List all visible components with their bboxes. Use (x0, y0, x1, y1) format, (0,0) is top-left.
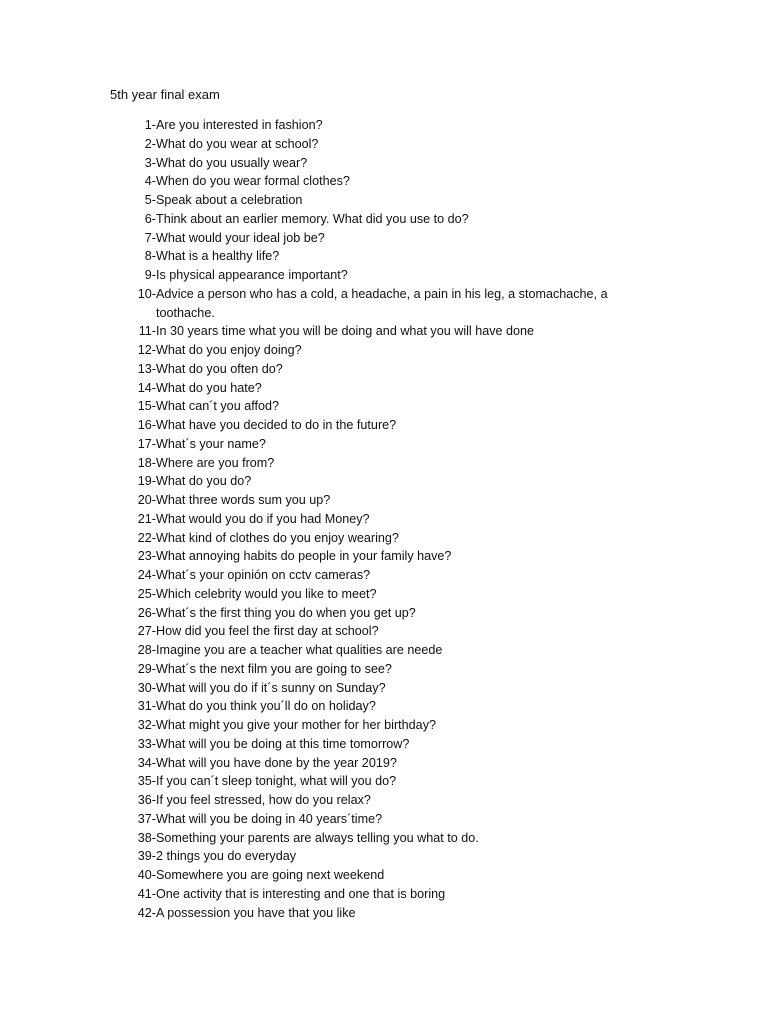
question-number: 12- (137, 343, 156, 357)
question-number: 14- (137, 380, 156, 395)
question-text: What can´t you affod? (156, 399, 279, 414)
question-number: 16- (137, 418, 156, 432)
question-number: 6- (144, 211, 156, 226)
question-text: What´s the first thing you do when you get up? (156, 605, 416, 620)
question-number: 22- (137, 530, 156, 545)
question-text: What might you give your mother for her birthday? (156, 718, 436, 732)
question-text: What will you have done by the year 2019? (156, 755, 397, 770)
question-text: What do you hate? (156, 380, 262, 395)
question-item (110, 379, 630, 398)
question-item (110, 266, 630, 285)
question-number: 36- (137, 793, 156, 807)
question-item (110, 529, 630, 548)
question-number: 25- (137, 586, 156, 601)
question-item (110, 679, 630, 698)
question-item (110, 435, 630, 454)
question-number: 39- (137, 849, 156, 864)
question-item (110, 697, 630, 716)
question-text: If you feel stressed, how do you relax? (156, 793, 371, 807)
question-item (110, 754, 630, 773)
question-item (110, 229, 630, 248)
question-text: 2 things you do everyday (156, 849, 297, 864)
question-item (110, 510, 630, 529)
question-number: 5- (144, 193, 156, 207)
question-item (110, 829, 630, 848)
question-text: Are you interested in fashion? (156, 118, 323, 132)
question-text: Think about an earlier memory. What did you use to do? (156, 211, 469, 226)
question-number: 31- (137, 699, 156, 714)
question-number: 9- (144, 268, 156, 282)
question-item (110, 116, 630, 135)
question-number: 28- (137, 643, 156, 657)
question-text: What have you decided to do in the future? (156, 418, 397, 432)
question-text: What is a healthy life? (156, 249, 280, 264)
question-number: 13- (137, 361, 156, 376)
question-item (110, 735, 630, 754)
question-item (110, 454, 630, 473)
question-item (110, 885, 630, 904)
question-number: 23- (137, 549, 156, 564)
question-text: What´s the next film you are going to see? (156, 661, 392, 676)
question-item (110, 341, 630, 360)
question-item (110, 847, 630, 866)
question-text: One activity that is interesting and one that is boring (156, 886, 446, 901)
question-item (110, 416, 630, 435)
question-text: What will you do if it´s sunny on Sunday? (156, 680, 386, 695)
question-text: Imagine you are a teacher what qualities are neede (156, 643, 443, 657)
question-number: 29- (137, 661, 156, 676)
question-number: 2- (144, 136, 156, 151)
question-text: If you can´t sleep tonight, what will you do? (156, 774, 397, 789)
question-number: 37- (137, 811, 156, 826)
question-item (110, 547, 630, 566)
question-text: When do you wear formal clothes? (156, 174, 350, 189)
question-item (110, 566, 630, 585)
question-number: 10- (137, 286, 156, 301)
question-number: 20- (137, 493, 156, 507)
question-number: 34- (137, 755, 156, 770)
question-number: 1- (144, 118, 156, 132)
question-text: What would your ideal job be? (156, 230, 325, 245)
question-item (110, 904, 630, 923)
question-number: 33- (137, 736, 156, 751)
question-item (110, 322, 630, 341)
question-number: 26- (137, 605, 156, 620)
question-item (110, 810, 630, 829)
question-item (110, 491, 630, 510)
question-text: What annoying habits do people in your family have? (156, 549, 452, 564)
question-item (110, 397, 630, 416)
question-number: 38- (137, 830, 156, 845)
question-number: 11- (138, 324, 156, 339)
question-number: 15- (137, 399, 156, 414)
question-text: In 30 years time what you will be doing and what you will have done (156, 324, 535, 339)
question-number: 18- (137, 455, 156, 470)
question-item (110, 585, 630, 604)
question-item (110, 360, 630, 379)
question-item (110, 660, 630, 679)
question-text: Somewhere you are going next weekend (156, 868, 385, 882)
question-item (110, 135, 630, 154)
question-text: What do you think you´ll do on holiday? (156, 699, 376, 714)
question-text: What do you often do? (156, 361, 283, 376)
question-text: Where are you from? (156, 455, 275, 470)
question-text: What´s your name? (156, 436, 266, 451)
question-text: What do you usually wear? (156, 155, 308, 170)
question-number: 32- (137, 718, 156, 732)
question-item (110, 247, 630, 266)
question-item (110, 716, 630, 735)
question-number: 24- (137, 568, 156, 582)
question-item (110, 191, 630, 210)
question-text: What kind of clothes do you enjoy wearing? (156, 530, 399, 545)
question-text: Is physical appearance important? (156, 268, 348, 282)
question-item (110, 641, 630, 660)
question-text: How did you feel the first day at school? (156, 624, 379, 639)
document-title: 5th year final exam (110, 87, 220, 102)
question-number: 21- (137, 511, 156, 526)
question-item (110, 285, 630, 323)
question-number: 41- (137, 886, 156, 901)
question-text: Advice a person who has a cold, a headache, a pain in his leg, a stomachache, a toothache. (156, 286, 608, 320)
question-number: 35- (137, 774, 156, 789)
question-item (110, 791, 630, 810)
question-text: A possession you have that you like (156, 905, 356, 920)
question-number: 19- (137, 474, 156, 489)
question-number: 3- (144, 155, 156, 170)
question-item (110, 604, 630, 623)
question-text: What will you be doing in 40 years´time? (156, 811, 383, 826)
question-item (110, 154, 630, 173)
question-number: 30- (137, 680, 156, 695)
question-number: 7- (144, 230, 156, 245)
question-text: Something your parents are always telling you what to do. (156, 830, 479, 845)
question-text: What will you be doing at this time tomorrow? (156, 736, 410, 751)
question-item (110, 210, 630, 229)
question-item (110, 172, 630, 191)
question-text: What´s your opinión on cctv cameras? (156, 568, 371, 582)
question-number: 27- (137, 624, 156, 639)
question-number: 42- (137, 905, 156, 920)
question-item (110, 772, 630, 791)
question-number: 17- (137, 436, 156, 451)
question-list (110, 116, 630, 922)
question-text: What do you enjoy doing? (156, 343, 302, 357)
question-item (110, 472, 630, 491)
question-number: 8- (144, 249, 156, 264)
question-item (110, 866, 630, 885)
question-number: 4- (144, 174, 156, 189)
question-text: What do you do? (156, 474, 252, 489)
question-item (110, 622, 630, 641)
question-text: Speak about a celebration (156, 193, 303, 207)
question-text: What three words sum you up? (156, 493, 331, 507)
question-text: What do you wear at school? (156, 136, 319, 151)
question-number: 40- (137, 868, 156, 882)
question-text: Which celebrity would you like to meet? (156, 586, 377, 601)
question-text: What would you do if you had Money? (156, 511, 370, 526)
